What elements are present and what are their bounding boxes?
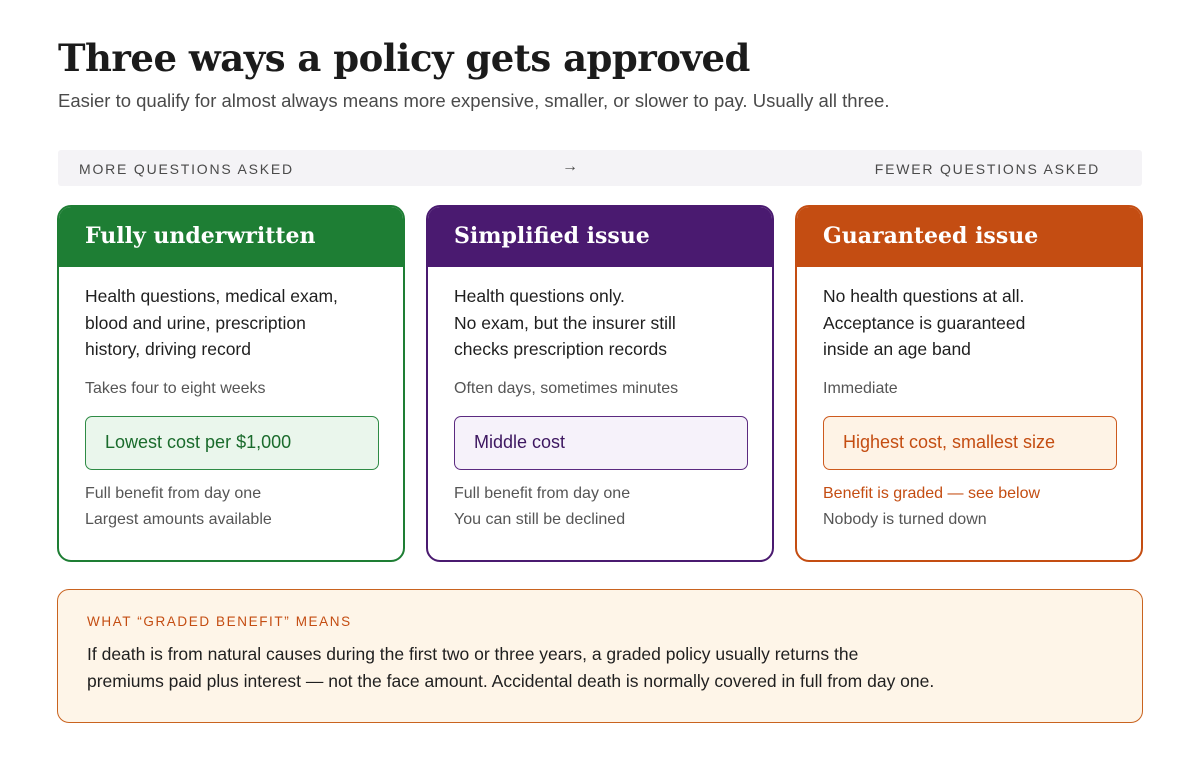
card-note: Full benefit from day one [85, 484, 262, 502]
cost-badge: Middle cost [454, 416, 748, 470]
scale-left-label: MORE QUESTIONS ASKED [79, 161, 294, 177]
card-note: Nobody is turned down [823, 510, 987, 528]
cost-badge: Highest cost, smallest size [823, 416, 1117, 470]
question-scale-bar [58, 150, 1142, 186]
card-description: Health questions only. No exam, but the insurer still checks prescription records [454, 286, 676, 359]
card-body [59, 267, 403, 529]
card-timing: Takes four to eight weeks [85, 379, 266, 397]
page-subtitle: Easier to qualify for almost always means more expensive, smaller, or slower to pay. Usually all three. [58, 90, 890, 111]
cost-badge: Lowest cost per $1,000 [85, 416, 379, 470]
card-timing: Often days, sometimes minutes [454, 379, 679, 397]
card-title: Guaranteed issue [797, 207, 1141, 267]
card-body [797, 267, 1141, 529]
arrow-right-icon: → [562, 158, 578, 175]
card-simplified-issue [426, 205, 774, 562]
card-title: Fully underwritten [59, 207, 403, 267]
card-guaranteed-issue [795, 205, 1143, 562]
card-note: Largest amounts available [85, 510, 272, 528]
card-note: Full benefit from day one [454, 484, 631, 502]
card-timing: Immediate [823, 379, 898, 397]
callout-label: WHAT “GRADED BENEFIT” MEANS [87, 614, 352, 629]
card-note: You can still be declined [454, 510, 626, 528]
card-title: Simplified issue [428, 207, 772, 267]
graded-benefit-note: Benefit is graded — see below [823, 484, 1041, 502]
callout-text: If death is from natural causes during the first two or three years, a graded policy usually returns the premiums paid plus interest — not the face amount. Accidental death is normally covered in full from day one. [87, 644, 935, 691]
scale-right-label: FEWER QUESTIONS ASKED [874, 161, 1100, 177]
page-title: Three ways a policy gets approved [58, 36, 750, 80]
card-description: Health questions, medical exam, blood and urine, prescription history, driving record [85, 286, 338, 359]
graded-benefit-callout [57, 589, 1143, 723]
card-description: No health questions at all. Acceptance is guaranteed inside an age band [823, 286, 1026, 359]
card-body [428, 267, 772, 529]
card-fully-underwritten [57, 205, 405, 562]
